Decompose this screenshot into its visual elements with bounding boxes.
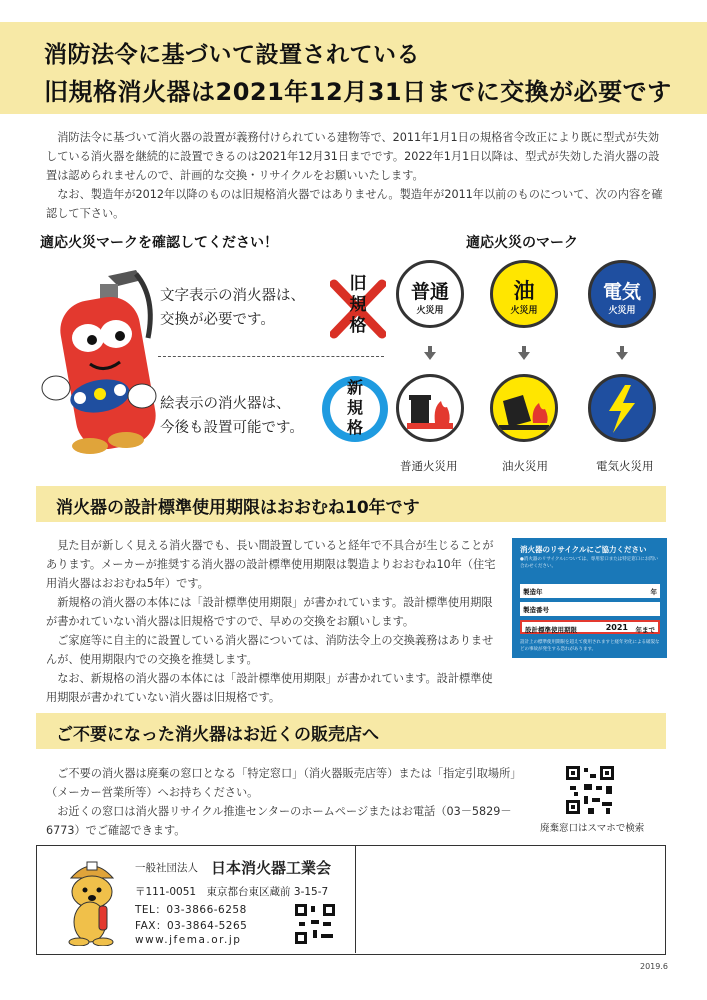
old-type-text [160, 284, 305, 332]
footer-divider [355, 846, 356, 953]
card-row-year: 製造年 年 [520, 584, 660, 598]
oil-fire-icon [490, 374, 558, 442]
section2-text [46, 536, 496, 707]
org-website-link[interactable]: www.jfema.or.jp [135, 934, 242, 946]
section2-band [36, 486, 666, 522]
footer-box [36, 845, 666, 955]
arrow-down-icon [616, 352, 628, 360]
intro-paragraph-1: 消防法令に基づいて消火器の設置が義務付けられている建物等で、2011年1月1日の規格省令改正により既に型式が失効している消火器を継続的に設置できるのは2021年12月31日までです。2022年1月1日以降は、型式が失効した消火器の設置は認められませんので、計画的な交換・リサイクルをお願いいたします。 [46, 131, 660, 182]
card-row-expiry: 設計標準使用期限 2021 年まで [520, 620, 660, 634]
header-title-line2: 旧規格消火器は2021年12月31日までに交換が必要です [44, 78, 672, 106]
section3-paragraph-2: お近くの窓口は消火器リサイクル推進センターのホームページまたはお電話（03－5829－6773）でご確認できます。 [46, 805, 512, 837]
new-standard-badge [322, 376, 388, 442]
qr-code-icon[interactable] [566, 766, 614, 814]
section2-paragraph-1: 見た目が新しく見える消火器でも、長い間設置していると経年で不具合が生じることがあります。メーカーが推奨する消火器の設計標準使用期限は製造よりおおむね10年（住宅用消火器はおおむね5年）です。 [46, 539, 496, 590]
divider [158, 356, 384, 357]
intro-text [46, 128, 666, 223]
org-tel: TEL：03-3866-6258 [135, 904, 247, 916]
old-mark-oil: 油 火災用 [490, 260, 558, 328]
org-prefix: 一般社団法人 [135, 862, 198, 874]
electric-fire-icon [588, 374, 656, 442]
footer-qr-code-icon[interactable] [295, 904, 335, 944]
section3-paragraph-1: ご不要の消火器は廃棄の窓口となる「特定窓口」（消火器販売店等）または「指定引取場所」（メーカー営業所等）へお持ちください。 [46, 767, 516, 799]
section3-text [46, 764, 516, 840]
section2-paragraph-2: 新規格の消火器の本体には「設計標準使用期限」が書かれています。設計標準使用期限が書かれていない消火器は旧規格ですので、早めの交換をお願いします。 [46, 596, 493, 628]
org-name: 日本消火器工業会 [211, 859, 332, 877]
new-badge-label: 新規格 [346, 378, 363, 437]
section2-paragraph-4: なお、新規格の消火器の本体には「設計標準使用期限」が書かれています。設計標準使用期限が書かれていない消火器は旧規格です。 [46, 672, 493, 704]
arrow-down-icon [424, 352, 436, 360]
old-type-text-line1: 文字表示の消火器は、 [160, 288, 305, 304]
label-oil: 油火災用 [502, 459, 548, 473]
section3-band [36, 713, 666, 749]
section2-title: 消火器の設計標準使用期限はおおむね10年です [56, 498, 420, 518]
arrow-down-icon [518, 352, 530, 360]
new-type-text [160, 392, 304, 440]
card-bottom-note: 設計上の標準使用期限を超えて使用されますと経年劣化による破裂などの事故が発生する恐れがあります。 [520, 640, 660, 652]
marks-heading: 適応火災マークを確認してください！ [40, 235, 278, 251]
ordinary-fire-icon [396, 374, 464, 442]
org-fax: FAX：03-3864-5265 [135, 920, 248, 932]
org-address: 〒111-0051 東京都台東区蔵前 3-15-7 [135, 886, 329, 898]
old-mark-electric: 電気 火災用 [588, 260, 656, 328]
header-title-line1: 消防法令に基づいて設置されている [44, 42, 420, 68]
new-type-text-line2: 今後も設置可能です。 [160, 420, 304, 436]
label-ordinary: 普通火災用 [400, 459, 458, 473]
header-banner [0, 22, 707, 114]
section3-title: ご不要になった消火器はお近くの販売店へ [56, 725, 379, 745]
mascot-dog-icon [57, 856, 127, 946]
old-badge-label: 旧規格 [349, 274, 367, 336]
qr-caption: 廃棄窓口はスマホで検索 [540, 823, 645, 834]
old-mark-ordinary: 普通 火災用 [396, 260, 464, 328]
marks-heading-right: 適応火災のマーク [466, 235, 578, 251]
document-code: 2019.6 [640, 962, 668, 971]
label-electric: 電気火災用 [596, 459, 654, 473]
old-standard-badge [330, 274, 386, 340]
recycle-label-card [512, 538, 667, 658]
section2-paragraph-3: ご家庭等に自主的に設置している消火器については、消防法令上の交換義務はありませんが、使用期限内での交換を推奨します。 [46, 634, 494, 666]
card-title: 消火器のリサイクルにご協力ください [520, 545, 647, 554]
card-row-serial: 製造番号 [520, 602, 660, 616]
intro-paragraph-2: なお、製造年が2012年以降のものは旧規格消火器ではありません。製造年が2011年以前のものについて、次の内容を確認して下さい。 [46, 188, 663, 220]
old-type-text-line2: 交換が必要です。 [160, 312, 275, 328]
extinguisher-mascot-icon [38, 268, 160, 458]
card-note: ●消火器のリサイクルについては、専用窓口または特定窓口にお問い合わせください。 [520, 557, 659, 569]
new-type-text-line1: 絵表示の消火器は、 [160, 396, 291, 412]
